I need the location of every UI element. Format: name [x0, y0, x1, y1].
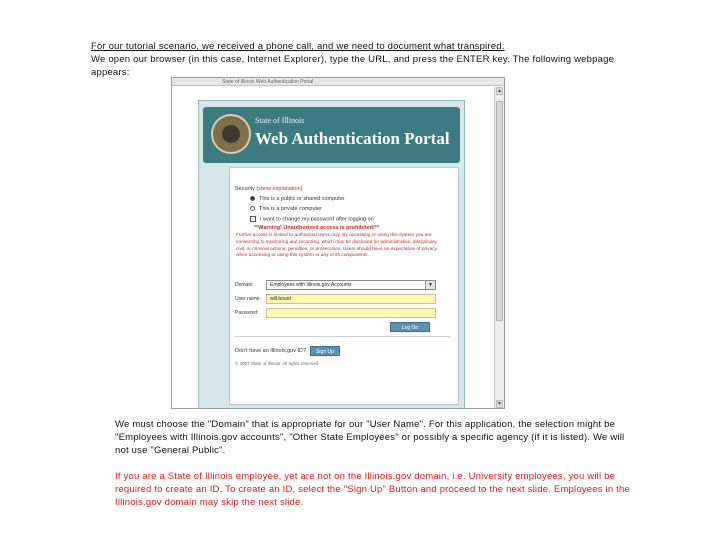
radio-private-label: This is a private computer [259, 206, 322, 212]
signup-instruction-text: If you are a State of Illinois employee, yet are not on the Illinois.gov domain, i.e. University employees, you will be required to create an ID. To create an ID, select the "Sign Up" Button and proceed to the next slide. Employees in the Illinois.gov domain may skip the next slide. [115, 471, 630, 508]
password-input[interactable] [266, 308, 436, 318]
log-on-button[interactable]: Log On [390, 322, 430, 332]
warning-text: Further access is limited to authorized users only. By accessing or using this system you are consenting to monitoring and recording, which may be disclosed for administrative, disciplinary, civil, or criminal actions, penalties, or prosecution. Users should have no expectation of privacy when accessing or using this system or any of its components. [236, 233, 438, 259]
intro-text [91, 40, 636, 79]
domain-select[interactable] [266, 280, 436, 290]
security-label: Security ( [235, 186, 259, 192]
security-close: ) [300, 186, 303, 192]
radio-public-label: This is a public or shared computer [259, 196, 345, 202]
browser-address-bar[interactable]: State of Illinois Web Authentication Portal [172, 78, 504, 86]
radio-public-row[interactable] [250, 196, 345, 202]
domain-label: Domain: [235, 282, 254, 288]
sign-up-button[interactable]: Sign Up [310, 346, 340, 356]
password-label: Password: [235, 310, 259, 316]
warning-heading: **Warning! Unauthorized access is prohibited!** [254, 225, 380, 231]
domain-selected-value: Employees with Illinois.gov Accounts [270, 282, 352, 288]
portal-banner [203, 107, 460, 163]
portal-title: Web Authentication Portal [255, 129, 450, 148]
copyright-text: © 2007 State of Illinois. All rights reserved. [235, 361, 320, 366]
username-input[interactable]: will.bount [266, 294, 436, 304]
browser-scrollbar[interactable] [494, 87, 504, 408]
show-explanation-link[interactable]: show explanation [258, 186, 301, 192]
intro-line-2: We open our browser (in this case, Internet Explorer), type the URL, and press the ENTER key. The following webpage appears: [91, 54, 615, 78]
security-row [235, 186, 303, 192]
chevron-down-icon[interactable]: ▼ [425, 281, 435, 289]
portal-page [198, 100, 465, 409]
scroll-up-icon[interactable]: ▲ [497, 88, 502, 94]
radio-private-row[interactable] [250, 206, 322, 212]
divider [235, 336, 451, 337]
intro-line-1: For our tutorial scenario, we received a phone call, and we need to document what transpired. [91, 41, 505, 52]
scroll-thumb[interactable] [496, 101, 503, 321]
state-label: State of Illinois [255, 116, 305, 125]
scroll-down-icon[interactable]: ▼ [497, 401, 502, 407]
browser-screenshot [171, 77, 505, 409]
no-id-text: Don't have an Illinois.gov ID? [235, 348, 307, 354]
state-seal-icon [211, 114, 251, 154]
change-password-checkbox[interactable] [250, 216, 256, 222]
radio-public-icon[interactable] [250, 196, 255, 201]
change-password-row[interactable] [250, 216, 374, 222]
change-password-label: I want to change my password after logging on [260, 216, 374, 223]
login-panel [229, 167, 459, 405]
radio-private-icon[interactable] [250, 206, 255, 211]
username-label: User name: [235, 296, 261, 302]
domain-instruction-text: We must choose the "Domain" that is appropriate for our "User Name". For this application, the selection might be "Employees with Illinois.gov accounts", "Other State Employees" or possibly a specific agency (if it is listed). We will not use "General Public". [115, 419, 625, 456]
